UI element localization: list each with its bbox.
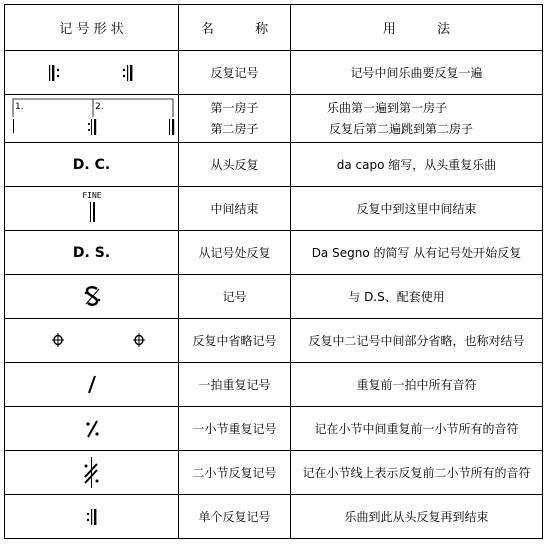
table-row xyxy=(5,363,543,407)
segno-icon xyxy=(5,275,179,318)
music-notation-table xyxy=(4,4,543,539)
symbol-cell xyxy=(5,275,179,319)
table-row xyxy=(5,495,543,539)
usage-line-1: 乐曲第一遍到第一房子 xyxy=(327,100,448,115)
name-cell xyxy=(179,95,291,143)
table-row xyxy=(5,143,543,187)
table-row xyxy=(5,319,543,363)
symbol-cell xyxy=(5,495,179,539)
name-cell: 从头反复 xyxy=(179,143,291,187)
name-cell: 一拍重复记号 xyxy=(179,363,291,407)
table-row xyxy=(5,407,543,451)
usage-line-2: 反复后第二遍跳到第二房子 xyxy=(329,121,474,136)
symbol-cell xyxy=(5,51,179,95)
fine-barline-icon xyxy=(5,187,179,230)
symbol-cell xyxy=(5,187,179,231)
usage-cell: 乐曲到此从头反复再到结束 xyxy=(291,495,543,539)
symbol-cell xyxy=(5,95,179,143)
symbol-cell: D. C. xyxy=(5,143,179,187)
name-cell: 中间结束 xyxy=(179,187,291,231)
usage-cell xyxy=(291,95,543,143)
ending1-label: 1. xyxy=(15,102,24,112)
end-repeat-icon xyxy=(5,495,179,538)
name-line-1: 第一房子 xyxy=(210,100,259,115)
usage-cell: 与 D.S、配套使用 xyxy=(291,275,543,319)
symbol-cell xyxy=(5,407,179,451)
symbol-cell xyxy=(5,319,179,363)
table-row xyxy=(5,51,543,95)
table-row xyxy=(5,451,543,495)
usage-cell: 重复前一拍中所有音符 xyxy=(291,363,543,407)
usage-cell: 记号中间乐曲要反复一遍 xyxy=(291,51,543,95)
symbol-cell xyxy=(5,363,179,407)
name-cell: 反复中省略记号 xyxy=(179,319,291,363)
ending2-label: 2. xyxy=(95,102,104,112)
usage-cell: Da Segno 的简写 从有记号处开始反复 xyxy=(291,231,543,275)
header-symbol: 记 号 形 状 xyxy=(5,5,179,51)
usage-cell: 反复中二记号中间部分省略，也称对结号 xyxy=(291,319,543,363)
table-row xyxy=(5,231,543,275)
name-cell: 反复记号 xyxy=(179,51,291,95)
fine-label: FINE xyxy=(82,191,102,200)
two-bar-repeat-icon xyxy=(5,451,179,494)
table-row xyxy=(5,275,543,319)
header-usage: 用 法 xyxy=(291,5,543,51)
name-cell: 从记号处反复 xyxy=(179,231,291,275)
volta-endings-icon xyxy=(5,95,179,142)
usage-cell: 记在小节中间重复前一小节所有的音符 xyxy=(291,407,543,451)
name-line-2: 第二房子 xyxy=(210,121,259,136)
symbol-cell xyxy=(5,451,179,495)
table-row xyxy=(5,95,543,143)
coda-signs-icon xyxy=(5,319,179,362)
name-cell: 单个反复记号 xyxy=(179,495,291,539)
usage-cell: da capo 缩写，从头重复乐曲 xyxy=(291,143,543,187)
usage-cell: 记在小节线上表示反复前二小节所有的音符 xyxy=(291,451,543,495)
header-name: 名 称 xyxy=(179,5,291,51)
name-cell: 二小节反复记号 xyxy=(179,451,291,495)
repeat-sign-icon xyxy=(5,51,179,94)
usage-cell: 反复中到这里中间结束 xyxy=(291,187,543,231)
name-cell: 一小节重复记号 xyxy=(179,407,291,451)
name-cell: 记号 xyxy=(179,275,291,319)
table-header-row xyxy=(5,5,543,51)
beat-repeat-slash-icon xyxy=(5,363,179,406)
symbol-cell: D. S. xyxy=(5,231,179,275)
coda-icon-left xyxy=(52,333,64,347)
measure-repeat-icon xyxy=(5,407,179,450)
coda-icon-right xyxy=(133,333,145,347)
table-row xyxy=(5,187,543,231)
